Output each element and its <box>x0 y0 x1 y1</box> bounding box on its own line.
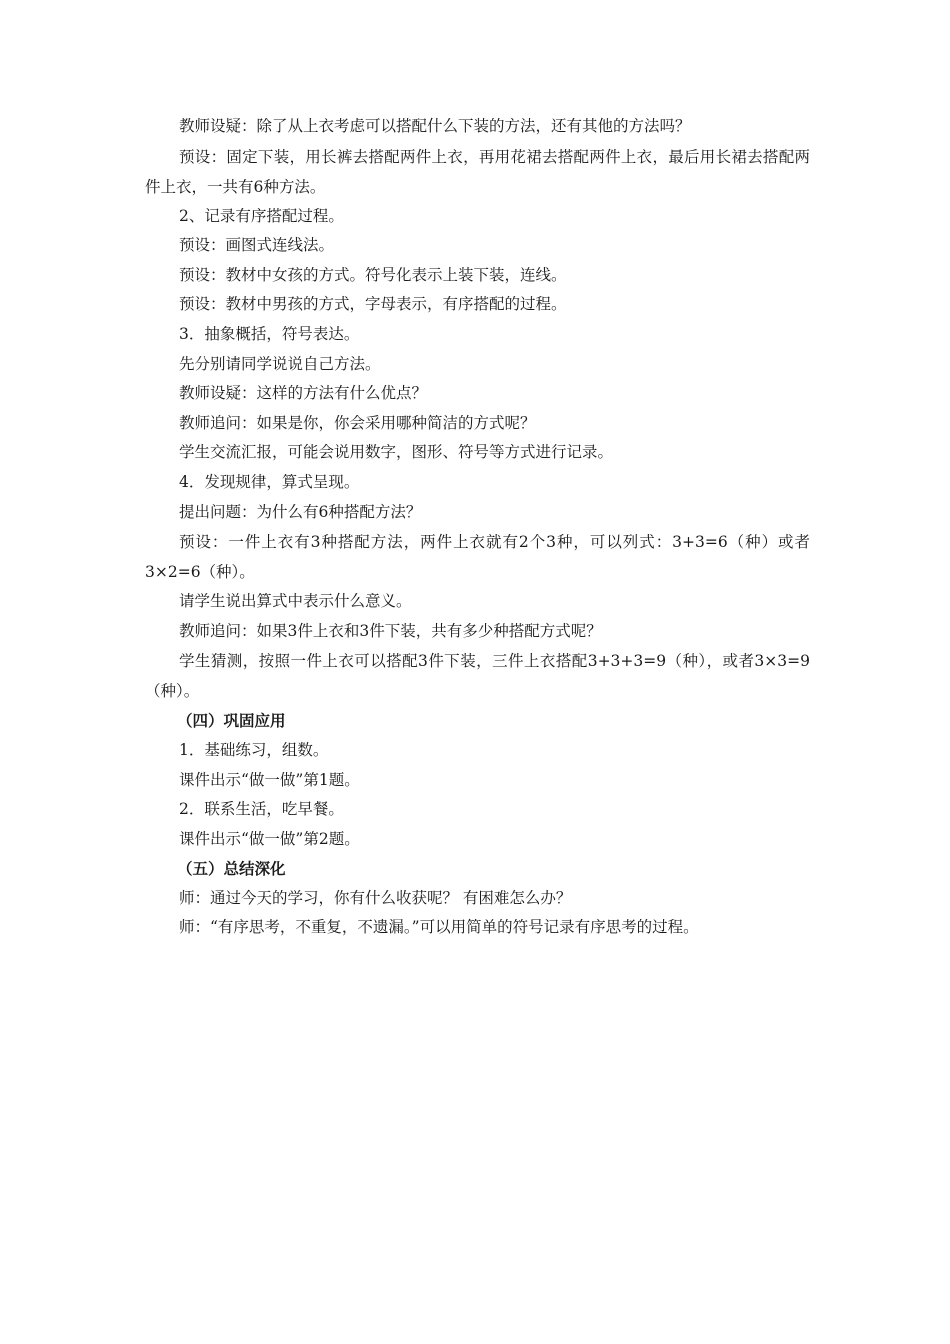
paragraph: 教师设疑：除了从上衣考虑可以搭配什么下装的方法，还有其他的方法吗？ <box>179 117 691 135</box>
paragraph: 4．发现规律，算式呈现。 <box>179 472 360 491</box>
paragraph: 学生交流汇报，可能会说用数字，图形、符号等方式进行记录。 <box>179 443 614 462</box>
paragraph: 教师设疑：这样的方法有什么优点？ <box>179 384 428 403</box>
paragraph: 课件出示“做一做”第1题。 <box>179 770 360 789</box>
paragraph: 请学生说出算式中表示什么意义。 <box>179 592 412 611</box>
paragraph: 预设：画图式连线法。 <box>179 236 335 255</box>
paragraph: 教师追问：如果3件上衣和3件下装，共有多少种搭配方式呢？ <box>179 621 602 640</box>
paragraph: 师：“有序思考，不重复，不遗漏。”可以用简单的符号记录有序思考的过程。 <box>179 918 699 937</box>
paragraph: 预设：教材中女孩的方式。符号化表示上装下装，连线。 <box>179 265 567 284</box>
paragraph: 学生猜测，按照一件上衣可以搭配3件下装，三件上衣搭配3+3+3=9（种），或者3×3=9（种）。 <box>145 652 810 701</box>
paragraph: 2．联系生活，吃早餐。 <box>179 800 344 819</box>
paragraph: 提出问题：为什么有6种搭配方法？ <box>179 502 422 521</box>
document-body <box>145 112 810 943</box>
paragraph: 师：通过今天的学习，你有什么收获呢？ 有困难怎么办？ <box>179 888 572 907</box>
paragraph: 1．基础练习，组数。 <box>179 740 329 759</box>
paragraph: 教师追问：如果是你，你会采用哪种简洁的方式呢？ <box>179 413 536 432</box>
paragraph: 课件出示“做一做”第2题。 <box>179 829 360 848</box>
paragraph: 预设：固定下装，用长裤去搭配两件上衣，再用花裙去搭配两件上衣，最后用长裙去搭配两件上衣，一共有6种方法。 <box>145 147 810 196</box>
paragraph: 3．抽象概括，符号表达。 <box>179 324 360 343</box>
section-heading: （五）总结深化 <box>177 859 286 879</box>
section-heading: （四）巩固应用 <box>177 711 286 731</box>
paragraph: 2、记录有序搭配过程。 <box>179 206 344 225</box>
paragraph: 先分别请同学说说自己方法。 <box>179 354 381 373</box>
paragraph: 预设：一件上衣有3种搭配方法，两件上衣就有2个3种，可以列式：3+3=6（种）或者3×2=6（种）。 <box>145 533 810 582</box>
paragraph: 预设：教材中男孩的方式，字母表示，有序搭配的过程。 <box>179 295 567 314</box>
